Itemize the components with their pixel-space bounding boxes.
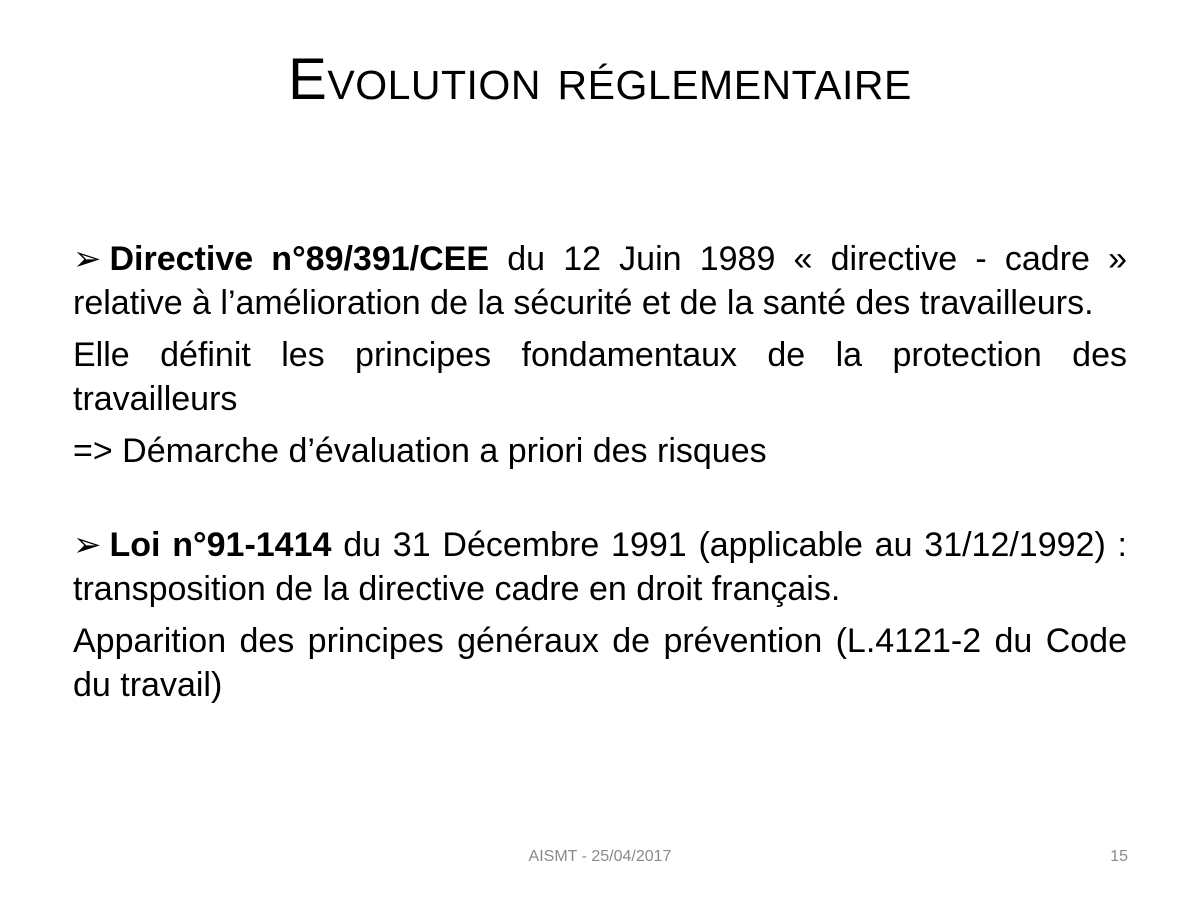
law-paragraph — [73, 523, 1127, 611]
footer-date: AISMT - 25/04/2017 — [528, 848, 672, 865]
principles-paragraph: Elle définit les principes fondamentaux de la protection des travailleurs — [73, 336, 1127, 418]
page-number: 15 — [1110, 848, 1128, 865]
directive-reference: Directive n°89/391/CEE — [109, 240, 490, 278]
prevention-principles-paragraph: Apparition des principes généraux de prévention (L.4121-2 du Code du travail) — [73, 622, 1127, 704]
directive-paragraph — [73, 237, 1127, 325]
arrow-bullet-icon: ➢ — [73, 526, 102, 564]
arrow-bullet-icon: ➢ — [73, 240, 102, 278]
law-reference: Loi n°91-1414 — [109, 526, 332, 564]
risk-assessment-line: => Démarche d’évaluation a priori des risques — [73, 432, 767, 470]
directive-description: du 12 Juin 1989 « directive - cadre » relative à l’amélioration de la sécurité et de la santé des travailleurs. — [73, 240, 1127, 322]
slide-content — [73, 237, 1127, 715]
slide-title: Evolution réglementaire — [288, 47, 912, 112]
law-description: du 31 Décembre 1991 (applicable au 31/12/1992) : transposition de la directive cadre en droit français. — [73, 526, 1128, 608]
